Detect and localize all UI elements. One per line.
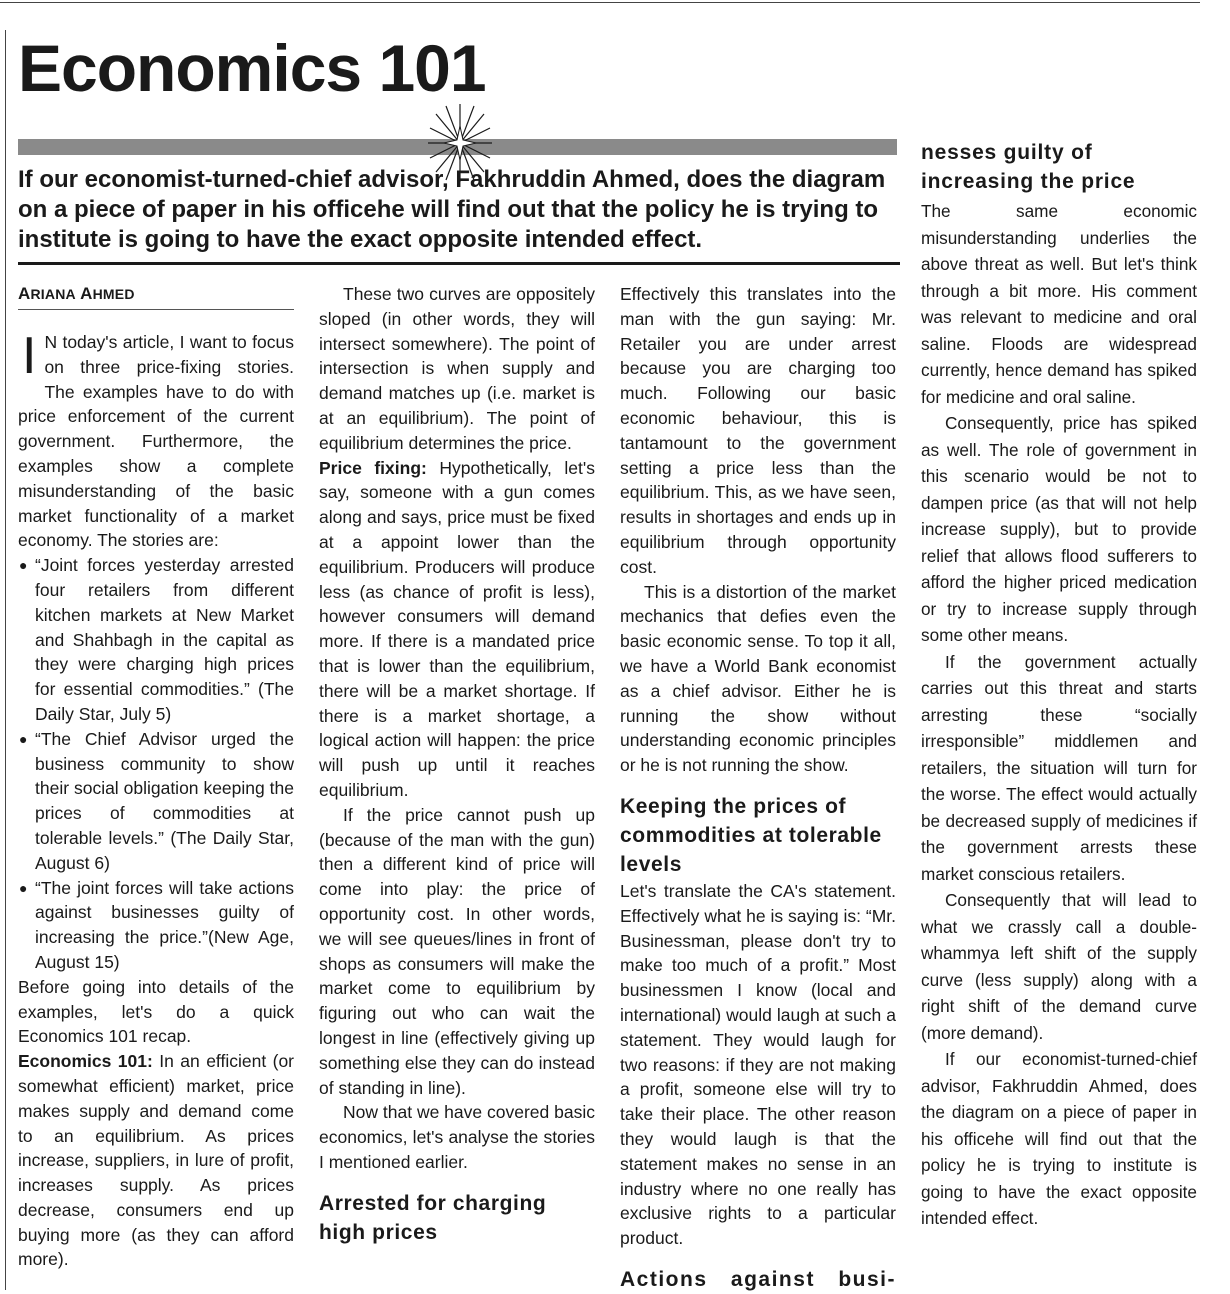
bullet-icon: ● <box>19 879 28 896</box>
subhead-actions: Actions against busi- <box>620 1267 896 1291</box>
subhead-arrested: Arrested for charging high prices <box>319 1191 547 1244</box>
column-4 <box>921 138 1197 1232</box>
economics-101-lead: Economics 101: <box>18 1051 153 1072</box>
price-fixing-paragraph <box>319 456 595 803</box>
byline-first-initial: A <box>18 284 31 303</box>
list-item <box>18 553 294 727</box>
price-fixing-lead: Price fixing: <box>319 457 427 478</box>
column-3 <box>620 282 896 1294</box>
economics-101-text: In an efficient (or somewhat efficient) market, price makes supply and demand come to an equilibrium. As prices increase, suppliers, in lure of profit, increases supply. As prices decrease, consumers end up buying more (as they can afford more). <box>18 1051 295 1270</box>
article-headline: Economics 101 <box>18 31 486 105</box>
subhead-actions-continued: nesses guilty of increasing the price <box>921 141 1136 193</box>
translation-paragraph: Effectively this translates into the man with the gun saying: Mr. Retailer you are under arrest because you are charging too much. Following our basic economic behaviour, this is tantamount to the government setting a price less than the equilibrium. This, as we have seen, results in shortages and ends up in equilibrium through opportunity cost. <box>620 284 896 577</box>
list-item <box>18 876 294 975</box>
misunderstanding-paragraph: The same economic misunderstanding underlies the above threat as well. But let's think through a bit more. His comment was relevant to medicine and oral saline. Floods are widespread currently, hence demand has spiked for medicine and oral saline. <box>921 201 1197 407</box>
byline <box>18 284 294 304</box>
column-2 <box>319 282 595 1247</box>
byline-rule <box>18 309 294 310</box>
list-item <box>18 727 294 876</box>
bullet-text: “The Chief Advisor urged the business community to show their social obligation keeping the prices of commodities at tolerable levels.” (The Daily Star, August 6) <box>35 728 294 873</box>
double-whammy-paragraph: Consequently that will lead to what we crassly call a double-whammya left shift of the supply curve (less supply) along with a right shift of the demand curve (more demand). <box>921 890 1197 1043</box>
intro-text: N today's article, I want to focus on three price-fixing stories. The examples have to do with price enforcement of the current government. Furthermore, the examples show a complete misunderstanding of the basic market functionality of a market economy. The stories are: <box>18 332 294 551</box>
drop-cap: I <box>22 327 37 385</box>
intro-paragraph <box>18 327 294 553</box>
left-rule <box>5 30 6 1290</box>
deck-rule <box>18 262 900 265</box>
price-spiked-paragraph: Consequently, price has spiked as well. The role of government in this scenario would be not to dampen price (as that will not help increase supply), but to provide relief that allows flood sufferers to afford the higher priced medication or try to increase supply through some other means. <box>921 413 1197 645</box>
column-1 <box>18 327 295 1272</box>
article-deck: If our economist-turned-chief advisor, Fakhruddin Ahmed, does the diagram on a piece of paper in his officehe will find out that the policy he is trying to institute is going to have the exact opposite intended effect. <box>18 166 886 253</box>
byline-last-initial: A <box>80 284 93 303</box>
price-fixing-text: Hypothetically, let's say, someone with a gun comes along and says, price must be fixed at a appoint lower than the equilibrium. Producers will produce less (as chance of profit is less), however consumers will demand more. If there is a mandated price that is lower than the equilibrium, there will be a market shortage. If there is a market shortage, a logical action will happen: the price will push up until it reaches equilibrium. <box>319 457 595 800</box>
top-rule <box>0 2 1200 3</box>
ca-statement-paragraph: Let's translate the CA's statement. Effectively what he is saying is: “Mr. Businessman, please don't try to make too much of a profit.” Most businessmen I know (local and international) would laugh at such a statement. They would laugh for two reasons: if they are not making a profit, someone else will try to take their place. The other reason they would laugh is that the statement makes no sense in an industry where no one really has exclusive rights to a particular product. <box>620 880 896 1249</box>
recap-paragraph: Before going into details of the examples, let's do a quick Economics 101 recap. <box>18 976 294 1047</box>
economics-101-paragraph <box>18 1049 294 1272</box>
opportunity-cost-paragraph: If the price cannot push up (because of the man with the gun) then a different kind of price will come into play: the price of opportunity cost. In other words, we will see queues/lines in front of shops as consumers will make the market come to equilibrium by figuring out who can wait the longest in line (effectively giving up something else they can do instead of standing in line). <box>319 804 595 1098</box>
bullet-text: “Joint forces yesterday arrested four retailers from different kitchen markets at New Market and Shahbagh in the capital as they were charging high prices for essential commodities.” (The Daily Star, July 5) <box>35 555 294 724</box>
byline-first-rest: RIANA <box>30 286 76 302</box>
analyse-paragraph: Now that we have covered basic economics, let's analyse the stories I mentioned earlier. <box>319 1102 595 1172</box>
subhead-keeping-prices: Keeping the prices of commodities at tolerable levels <box>620 794 882 876</box>
curves-paragraph: These two curves are oppositely sloped (in other words, they will intersect somewhere). The point of intersection is when supply and demand matches up (i.e. market is at an equilibrium). The point of equilibrium determines the price. <box>319 284 595 453</box>
bullet-icon: ● <box>19 730 28 747</box>
threat-paragraph: If the government actually carries out this threat and starts arresting these “socially irresponsible” middlemen and retailers, the situation will turn for the worse. The effect would actually be decreased supply of medicines if the government arrests these market conscious retailers. <box>921 651 1197 884</box>
distortion-paragraph: This is a distortion of the market mechanics that defies even the basic economic sense. To top it all, we have a World Bank economist as a chief advisor. Either he is running the show without understanding economic principles or he is not running the show. <box>620 581 896 776</box>
bullet-icon: ● <box>19 557 28 574</box>
conclusion-paragraph: If our economist-turned-chief advisor, Fakhruddin Ahmed, does the diagram on a piece of paper in his officehe will find out that the policy he is trying to institute is going to have the exact opposite intended effect. <box>921 1049 1197 1228</box>
bullet-text: “The joint forces will take actions against businesses guilty of increasing the price.”(New Age, August 15) <box>35 877 294 972</box>
byline-last-rest: HMED <box>92 286 135 302</box>
